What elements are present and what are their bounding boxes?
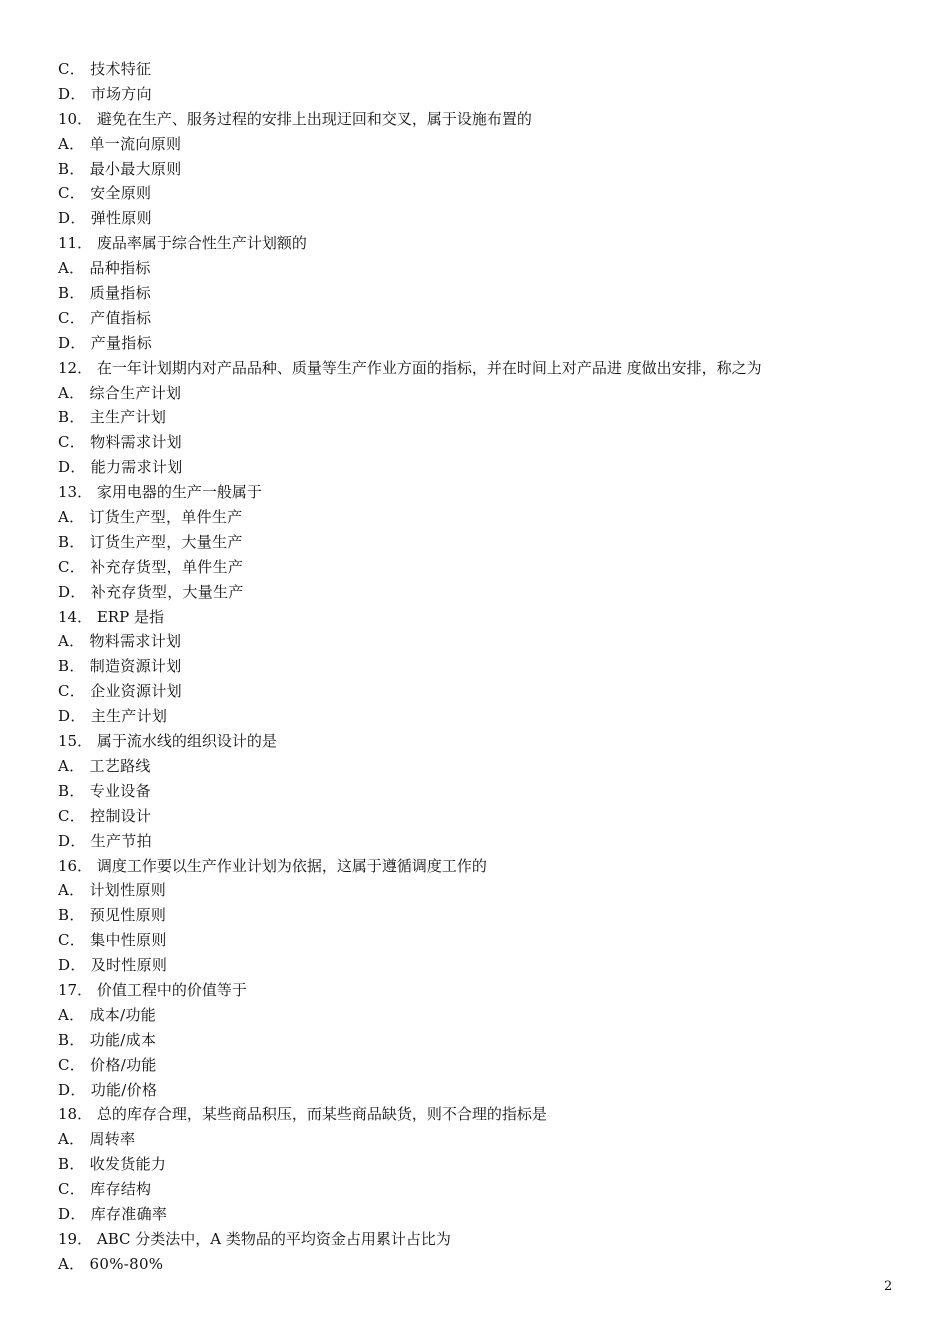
option-line: D． 主生产计划 <box>58 707 168 726</box>
option-line: C． 技术特征 <box>58 60 152 78</box>
option-line: A． 订货生产型，单件生产 <box>58 508 243 527</box>
question-line: 17． 价值工程中的价值等于 <box>58 980 247 999</box>
question-line: 13． 家用电器的生产一般属于 <box>58 483 262 502</box>
option-line: D． 市场方向 <box>58 84 152 103</box>
option-line: D． 功能/价格 <box>58 1080 158 1099</box>
option-line: D． 及时性原则 <box>58 956 168 975</box>
option-line: B． 预见性原则 <box>58 906 167 925</box>
document-body <box>58 57 918 1277</box>
option-line: D． 产量指标 <box>58 333 152 352</box>
option-line: A． 计划性原则 <box>58 881 167 900</box>
option-line: D． 补充存货型，大量生产 <box>58 582 244 601</box>
option-line: B． 主生产计划 <box>58 408 167 427</box>
option-line: C． 控制设计 <box>58 806 152 825</box>
option-line: D． 弹性原则 <box>58 209 152 228</box>
option-line: D． 库存准确率 <box>58 1204 168 1223</box>
option-line: A． 成本/功能 <box>58 1005 157 1024</box>
question-line: 12． 在一年计划期内对产品品种、质量等生产作业方面的指标，并在时间上对产品进 度做出安排，称之为 <box>58 358 762 377</box>
option-line: B． 功能/成本 <box>58 1030 157 1049</box>
question-line: 18． 总的库存合理，某些商品积压，而某些商品缺货，则不合理的指标是 <box>58 1105 547 1124</box>
page-number: 2 <box>884 1279 893 1294</box>
option-line: A． 品种指标 <box>58 259 151 278</box>
option-line: B． 收发货能力 <box>58 1155 167 1174</box>
option-line: C． 价格/功能 <box>58 1055 157 1074</box>
option-line: C． 产值指标 <box>58 308 152 327</box>
option-line: A． 单一流向原则 <box>58 134 182 153</box>
option-line: A． 60%-80% <box>58 1254 164 1273</box>
option-line: B． 质量指标 <box>58 284 151 303</box>
option-line: C． 补充存货型，单件生产 <box>58 557 244 576</box>
option-line: C． 安全原则 <box>58 184 152 203</box>
option-line: B． 最小最大原则 <box>58 159 182 178</box>
option-line: A． 周转率 <box>58 1130 136 1149</box>
question-line: 11． 废品率属于综合性生产计划额的 <box>58 234 307 253</box>
option-line: B． 订货生产型，大量生产 <box>58 532 243 551</box>
option-line: C． 库存结构 <box>58 1180 152 1199</box>
question-line: 14． ERP 是指 <box>58 607 164 626</box>
option-line: C． 物料需求计划 <box>58 433 182 452</box>
option-line: C． 企业资源计划 <box>58 682 182 701</box>
option-line: C． 集中性原则 <box>58 931 167 950</box>
option-line: D． 能力需求计划 <box>58 458 183 477</box>
option-line: A． 物料需求计划 <box>58 632 182 651</box>
question-line: 16． 调度工作要以生产作业计划为依据，这属于遵循调度工作的 <box>58 856 487 875</box>
question-line: 19． ABC 分类法中，A 类物品的平均资金占用累计占比为 <box>58 1229 451 1248</box>
option-line: D． 生产节拍 <box>58 831 152 850</box>
question-line: 10． 避免在生产、服务过程的安排上出现迂回和交叉，属于设施布置的 <box>58 109 532 128</box>
option-line: A． 综合生产计划 <box>58 383 182 402</box>
option-line: A． 工艺路线 <box>58 756 151 775</box>
option-line: B． 专业设备 <box>58 781 151 800</box>
question-line: 15． 属于流水线的组织设计的是 <box>58 732 277 751</box>
option-line: B． 制造资源计划 <box>58 657 182 676</box>
